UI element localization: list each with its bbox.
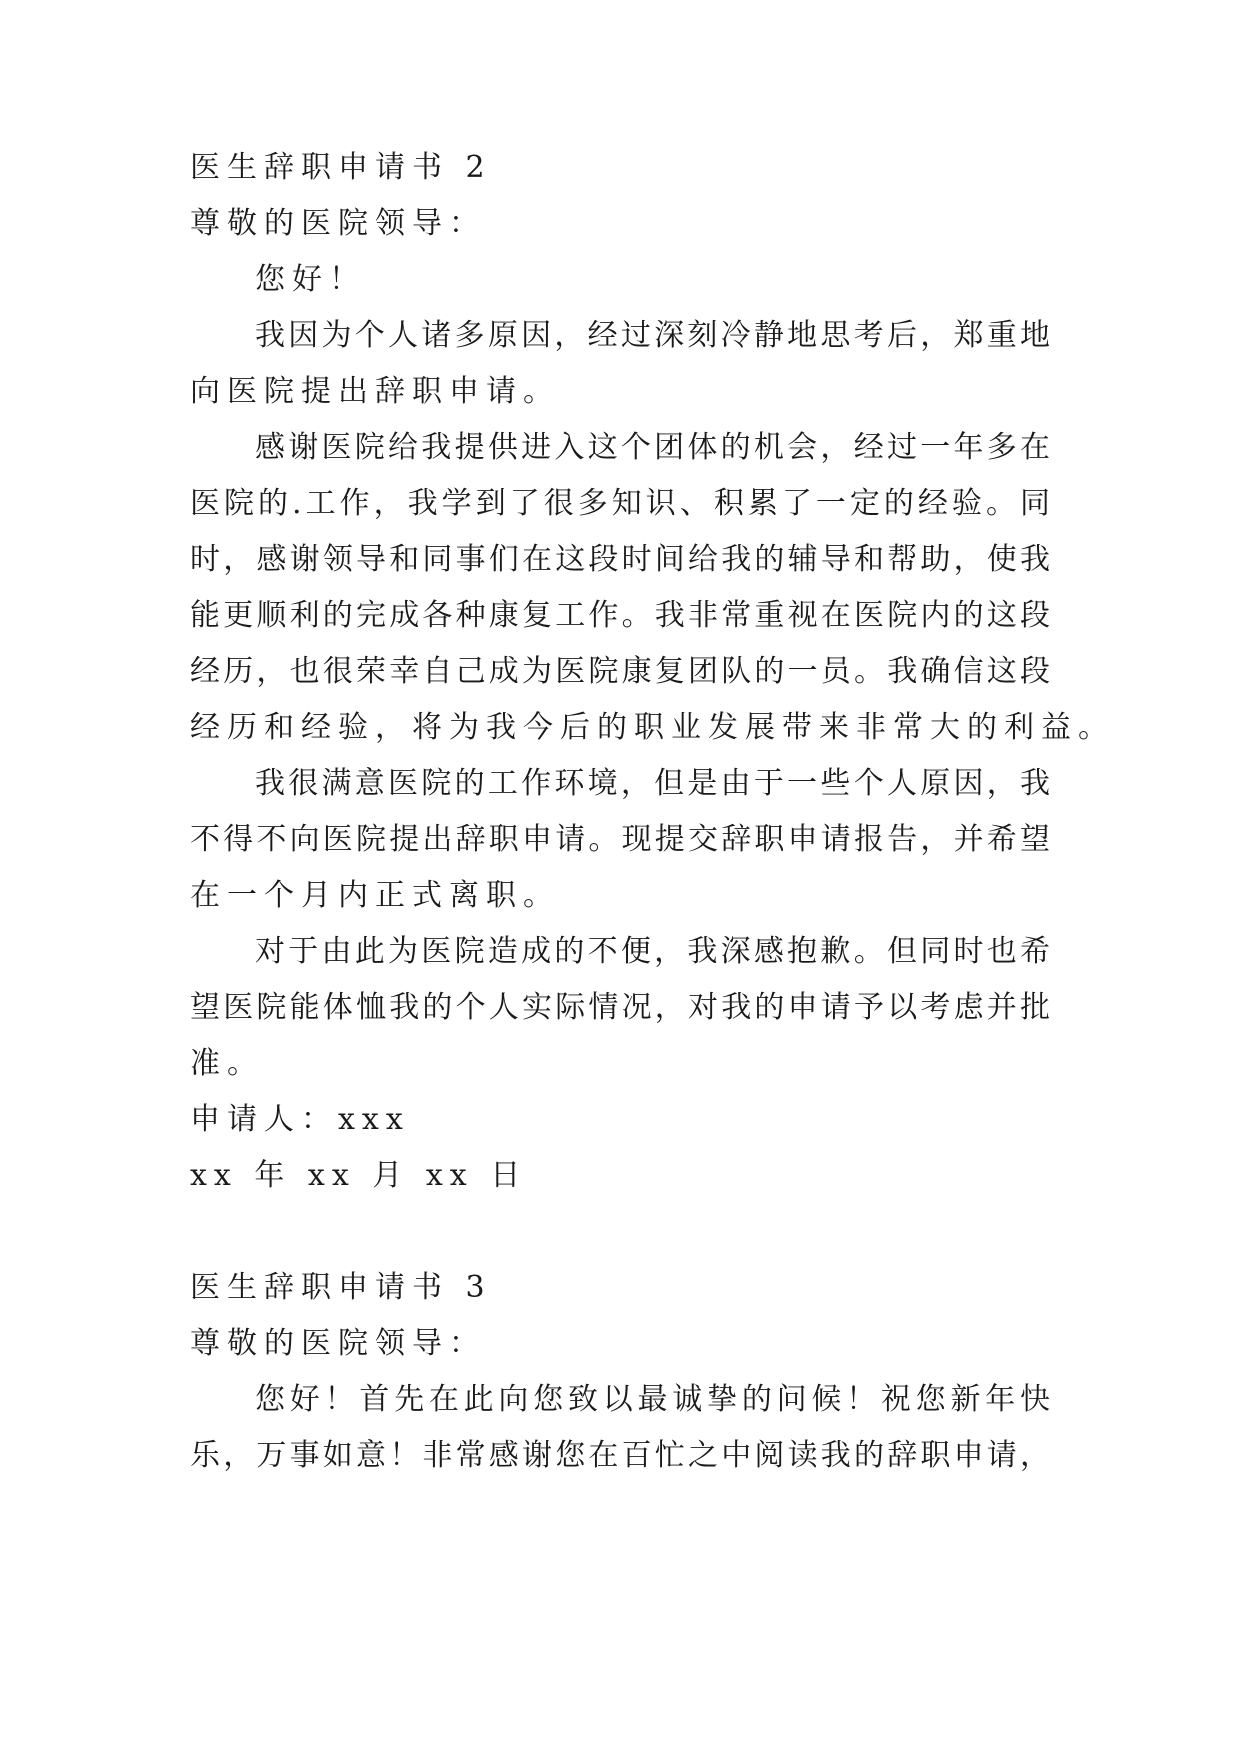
letter2-p2-line5: 经历，也很荣幸自己成为医院康复团队的一员。我确信这段 <box>190 654 1050 689</box>
letter2-p2-line3: 时，感谢领导和同事们在这段时间给我的辅导和帮助，使我 <box>190 542 1050 577</box>
letter2-p1-line1: 我因为个人诸多原因，经过深刻冷静地思考后，郑重地 <box>255 318 1050 353</box>
letter2-applicant: 申请人：xxx <box>190 1102 410 1137</box>
letter2-p4-line1: 对于由此为医院造成的不便，我深感抱歉。但同时也希 <box>255 934 1050 969</box>
letter2-p3-line1: 我很满意医院的工作环境，但是由于一些个人原因，我 <box>255 766 1050 801</box>
letter2-p2-line1: 感谢医院给我提供进入这个团体的机会，经过一年多在 <box>255 430 1050 465</box>
letter2-date: xx 年 xx 月 xx 日 <box>190 1158 528 1193</box>
letter2-p2-line4: 能更顺利的完成各种康复工作。我非常重视在医院内的这段 <box>190 598 1050 633</box>
letter2-greeting: 您好！ <box>255 262 366 297</box>
letter2-p2-line6: 经历和经验，将为我今后的职业发展带来非常大的利益。 <box>190 710 1115 745</box>
letter3-p1-line2: 乐，万事如意！非常感谢您在百忙之中阅读我的辞职申请， <box>190 1438 1050 1473</box>
letter3-title: 医生辞职申请书 3 <box>190 1270 492 1305</box>
letter2-title: 医生辞职申请书 2 <box>190 150 492 185</box>
letter2-p1-line2: 向医院提出辞职申请。 <box>190 374 560 409</box>
letter3-salutation: 尊敬的医院领导： <box>190 1326 486 1361</box>
letter2-p4-line3: 准。 <box>190 1046 264 1081</box>
letter2-p3-line3: 在一个月内正式离职。 <box>190 878 560 913</box>
letter2-p4-line2: 望医院能体恤我的个人实际情况，对我的申请予以考虑并批 <box>190 990 1050 1025</box>
letter3-p1-line1: 您好！首先在此向您致以最诚挚的问候！祝您新年快 <box>255 1382 1050 1417</box>
letter2-p3-line2: 不得不向医院提出辞职申请。现提交辞职申请报告，并希望 <box>190 822 1050 857</box>
letter2-salutation: 尊敬的医院领导： <box>190 206 486 241</box>
letter2-p2-line2: 医院的.工作，我学到了很多知识、积累了一定的经验。同 <box>190 486 1050 521</box>
